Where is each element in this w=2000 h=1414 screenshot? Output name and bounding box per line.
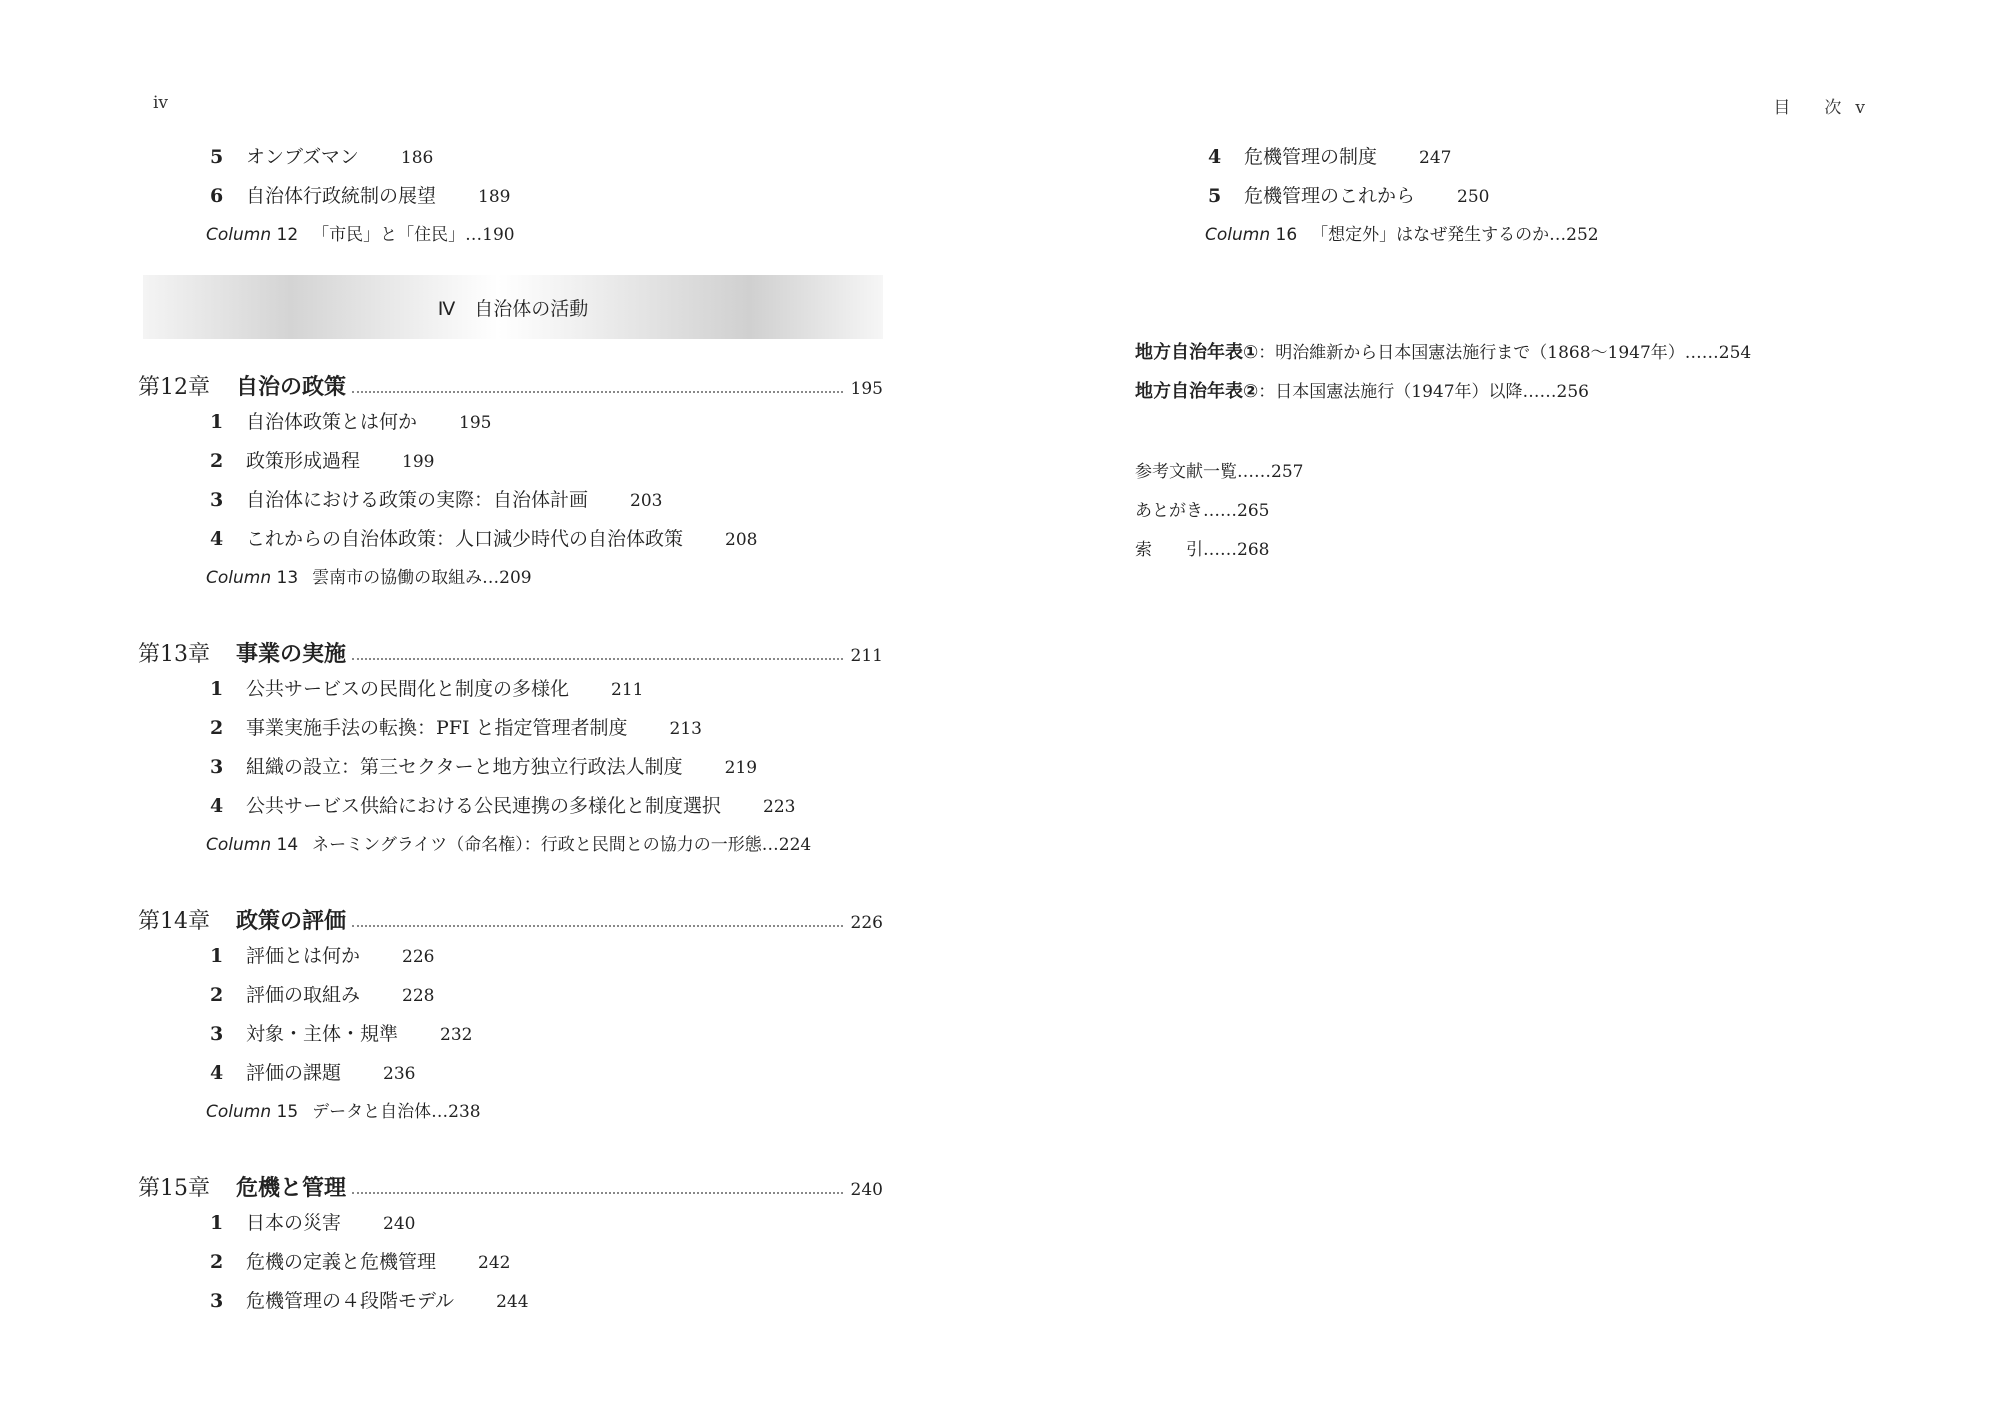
part-title: Ⅳ 自治体の活動 bbox=[437, 297, 589, 320]
section-title: 危機の定義と危機管理 bbox=[246, 1251, 437, 1273]
toc-section[interactable] bbox=[210, 792, 795, 820]
section-number: 1 bbox=[210, 1212, 224, 1234]
section-number: 3 bbox=[210, 1290, 224, 1312]
section-page: 250 bbox=[1457, 187, 1490, 207]
column-label: Column bbox=[1205, 225, 1271, 245]
chapter-page: 226 bbox=[850, 913, 883, 933]
section-title: 自治体行政統制の展望 bbox=[246, 185, 437, 207]
section-title: 日本の災害 bbox=[246, 1212, 342, 1234]
section-number: 1 bbox=[210, 411, 224, 433]
section-title: 組織の設立：第三セクターと地方独立行政法人制度 bbox=[246, 756, 683, 778]
toc-section[interactable] bbox=[210, 486, 662, 514]
section-number: 4 bbox=[210, 528, 224, 550]
section-title: 評価とは何か bbox=[246, 945, 361, 967]
toc-chapter[interactable] bbox=[138, 634, 883, 668]
toc-section[interactable] bbox=[210, 182, 510, 210]
section-page: 195 bbox=[459, 413, 492, 433]
section-page: 223 bbox=[763, 797, 796, 817]
section-title: 自治体における政策の実際：自治体計画 bbox=[246, 489, 589, 511]
section-number: 2 bbox=[210, 984, 224, 1006]
toc-section[interactable] bbox=[1208, 143, 1451, 171]
section-title: 公共サービス供給における公民連携の多様化と制度選択 bbox=[246, 795, 722, 817]
toc-section[interactable] bbox=[210, 1020, 472, 1048]
section-page: 208 bbox=[725, 530, 758, 550]
column-title: ネーミングライツ（命名権）：行政と民間との協力の一形態…224 bbox=[312, 835, 812, 855]
back-matter-text: あとがき……265 bbox=[1135, 501, 1270, 521]
running-head-2: 次 bbox=[1824, 98, 1842, 118]
toc-section[interactable] bbox=[210, 1059, 415, 1087]
section-number: 3 bbox=[210, 1023, 224, 1045]
column-label: Column bbox=[206, 225, 272, 245]
section-page: 226 bbox=[402, 947, 435, 967]
leader-dots bbox=[352, 657, 843, 660]
chapter-title: 自治の政策 bbox=[236, 374, 347, 400]
chronology-label: 地方自治年表② bbox=[1135, 381, 1259, 402]
section-number: 1 bbox=[210, 678, 224, 700]
toc-section[interactable] bbox=[210, 408, 491, 436]
toc-section[interactable] bbox=[210, 1209, 415, 1237]
section-title: 評価の課題 bbox=[246, 1062, 342, 1084]
section-number: 4 bbox=[1208, 146, 1222, 168]
toc-section[interactable] bbox=[210, 675, 643, 703]
chapter-page: 195 bbox=[850, 379, 883, 399]
toc-column[interactable] bbox=[206, 221, 515, 249]
section-page: 236 bbox=[383, 1064, 416, 1084]
column-number: 15 bbox=[276, 1102, 299, 1122]
toc-section[interactable] bbox=[210, 525, 757, 553]
toc-section[interactable] bbox=[1208, 182, 1489, 210]
section-title: 公共サービスの民間化と制度の多様化 bbox=[246, 678, 570, 700]
section-page: 199 bbox=[402, 452, 435, 472]
section-page: 240 bbox=[383, 1214, 416, 1234]
leader-dots bbox=[352, 1191, 843, 1194]
section-title: オンブズマン bbox=[246, 146, 359, 168]
section-page: 189 bbox=[478, 187, 511, 207]
section-page: 232 bbox=[440, 1025, 473, 1045]
section-number: 2 bbox=[210, 717, 224, 739]
chapter-number: 第14章 bbox=[138, 909, 210, 934]
back-matter-item[interactable] bbox=[1135, 457, 1303, 485]
running-head-1: 目 bbox=[1773, 98, 1791, 118]
chronology-text: ：明治維新から日本国憲法施行まで（1868～1947年）……254 bbox=[1258, 343, 1752, 363]
back-matter-text: 索 引……268 bbox=[1135, 540, 1270, 560]
chronology-link[interactable] bbox=[1135, 377, 1589, 405]
toc-column[interactable] bbox=[206, 1098, 481, 1126]
toc-column[interactable] bbox=[1205, 221, 1599, 249]
right-page bbox=[1000, 0, 2000, 1414]
toc-section[interactable] bbox=[210, 753, 757, 781]
leader-dots bbox=[352, 390, 843, 393]
section-number: 3 bbox=[210, 489, 224, 511]
section-number: 6 bbox=[210, 185, 224, 207]
section-title: 自治体政策とは何か bbox=[246, 411, 418, 433]
chapter-title: 危機と管理 bbox=[236, 1175, 347, 1201]
chapter-title: 政策の評価 bbox=[236, 908, 347, 934]
section-title: 事業実施手法の転換：PFI と指定管理者制度 bbox=[246, 717, 628, 739]
column-number: 12 bbox=[276, 225, 299, 245]
column-title: 「市民」と「住民」…190 bbox=[312, 225, 515, 245]
section-page: 228 bbox=[402, 986, 435, 1006]
toc-section[interactable] bbox=[210, 942, 434, 970]
section-number: 4 bbox=[210, 1062, 224, 1084]
section-number: 3 bbox=[210, 756, 224, 778]
section-number: 2 bbox=[210, 450, 224, 472]
toc-section[interactable] bbox=[210, 447, 434, 475]
section-page: 186 bbox=[400, 148, 434, 168]
section-number: 5 bbox=[210, 146, 224, 168]
chronology-text: ：日本国憲法施行（1947年）以降……256 bbox=[1258, 382, 1589, 402]
section-title: 危機管理の４段階モデル bbox=[246, 1290, 455, 1312]
column-number: 16 bbox=[1275, 225, 1298, 245]
page-number-left: iv bbox=[153, 93, 169, 113]
back-matter-item[interactable] bbox=[1135, 496, 1269, 524]
column-number: 14 bbox=[276, 835, 299, 855]
section-number: 5 bbox=[1208, 185, 1222, 207]
column-number: 13 bbox=[276, 568, 299, 588]
page-number-right: v bbox=[1855, 98, 1865, 118]
toc-section[interactable] bbox=[210, 143, 433, 171]
chapter-page: 240 bbox=[850, 1180, 883, 1200]
section-page: 247 bbox=[1419, 148, 1452, 168]
section-page: 213 bbox=[669, 719, 702, 739]
page-header-right bbox=[1773, 93, 1865, 118]
section-page: 242 bbox=[478, 1253, 511, 1273]
back-matter-text: 参考文献一覧……257 bbox=[1135, 462, 1304, 482]
section-page: 244 bbox=[496, 1292, 529, 1312]
chronology-link[interactable] bbox=[1135, 338, 1751, 366]
chapter-number: 第13章 bbox=[138, 642, 210, 667]
chapter-number: 第15章 bbox=[138, 1176, 210, 1201]
toc-section[interactable] bbox=[210, 1287, 529, 1315]
part-banner bbox=[143, 275, 883, 339]
toc-chapter[interactable] bbox=[138, 367, 883, 401]
chapter-page: 211 bbox=[850, 646, 883, 666]
leader-dots bbox=[352, 924, 843, 927]
section-page: 219 bbox=[724, 758, 758, 778]
section-page: 211 bbox=[611, 680, 644, 700]
chapter-title: 事業の実施 bbox=[236, 641, 347, 667]
chronology-label: 地方自治年表① bbox=[1135, 342, 1259, 363]
section-title: 危機管理の制度 bbox=[1244, 146, 1378, 168]
section-number: 4 bbox=[210, 795, 224, 817]
toc-section[interactable] bbox=[210, 981, 434, 1009]
column-label: Column bbox=[206, 568, 272, 588]
column-label: Column bbox=[206, 1102, 272, 1122]
toc-chapter[interactable] bbox=[138, 901, 883, 935]
toc-chapter[interactable] bbox=[138, 1168, 883, 1202]
section-title: 政策形成過程 bbox=[246, 450, 361, 472]
toc-section[interactable] bbox=[210, 1248, 510, 1276]
section-number: 1 bbox=[210, 945, 224, 967]
section-title: これからの自治体政策：人口減少時代の自治体政策 bbox=[246, 528, 684, 550]
back-matter-item[interactable] bbox=[1135, 535, 1269, 563]
toc-column[interactable] bbox=[206, 831, 811, 859]
section-title: 対象・主体・規準 bbox=[246, 1023, 399, 1045]
column-title: 「想定外」はなぜ発生するのか…252 bbox=[1311, 225, 1599, 245]
column-label: Column bbox=[206, 835, 272, 855]
toc-column[interactable] bbox=[206, 564, 532, 592]
chapter-number: 第12章 bbox=[138, 375, 210, 400]
section-title: 評価の取組み bbox=[246, 984, 361, 1006]
section-title: 危機管理のこれから bbox=[1244, 185, 1416, 207]
column-title: 雲南市の協働の取組み…209 bbox=[312, 568, 532, 588]
section-page: 203 bbox=[630, 491, 663, 511]
toc-section[interactable] bbox=[210, 714, 702, 742]
column-title: データと自治体…238 bbox=[312, 1102, 481, 1122]
section-number: 2 bbox=[210, 1251, 224, 1273]
